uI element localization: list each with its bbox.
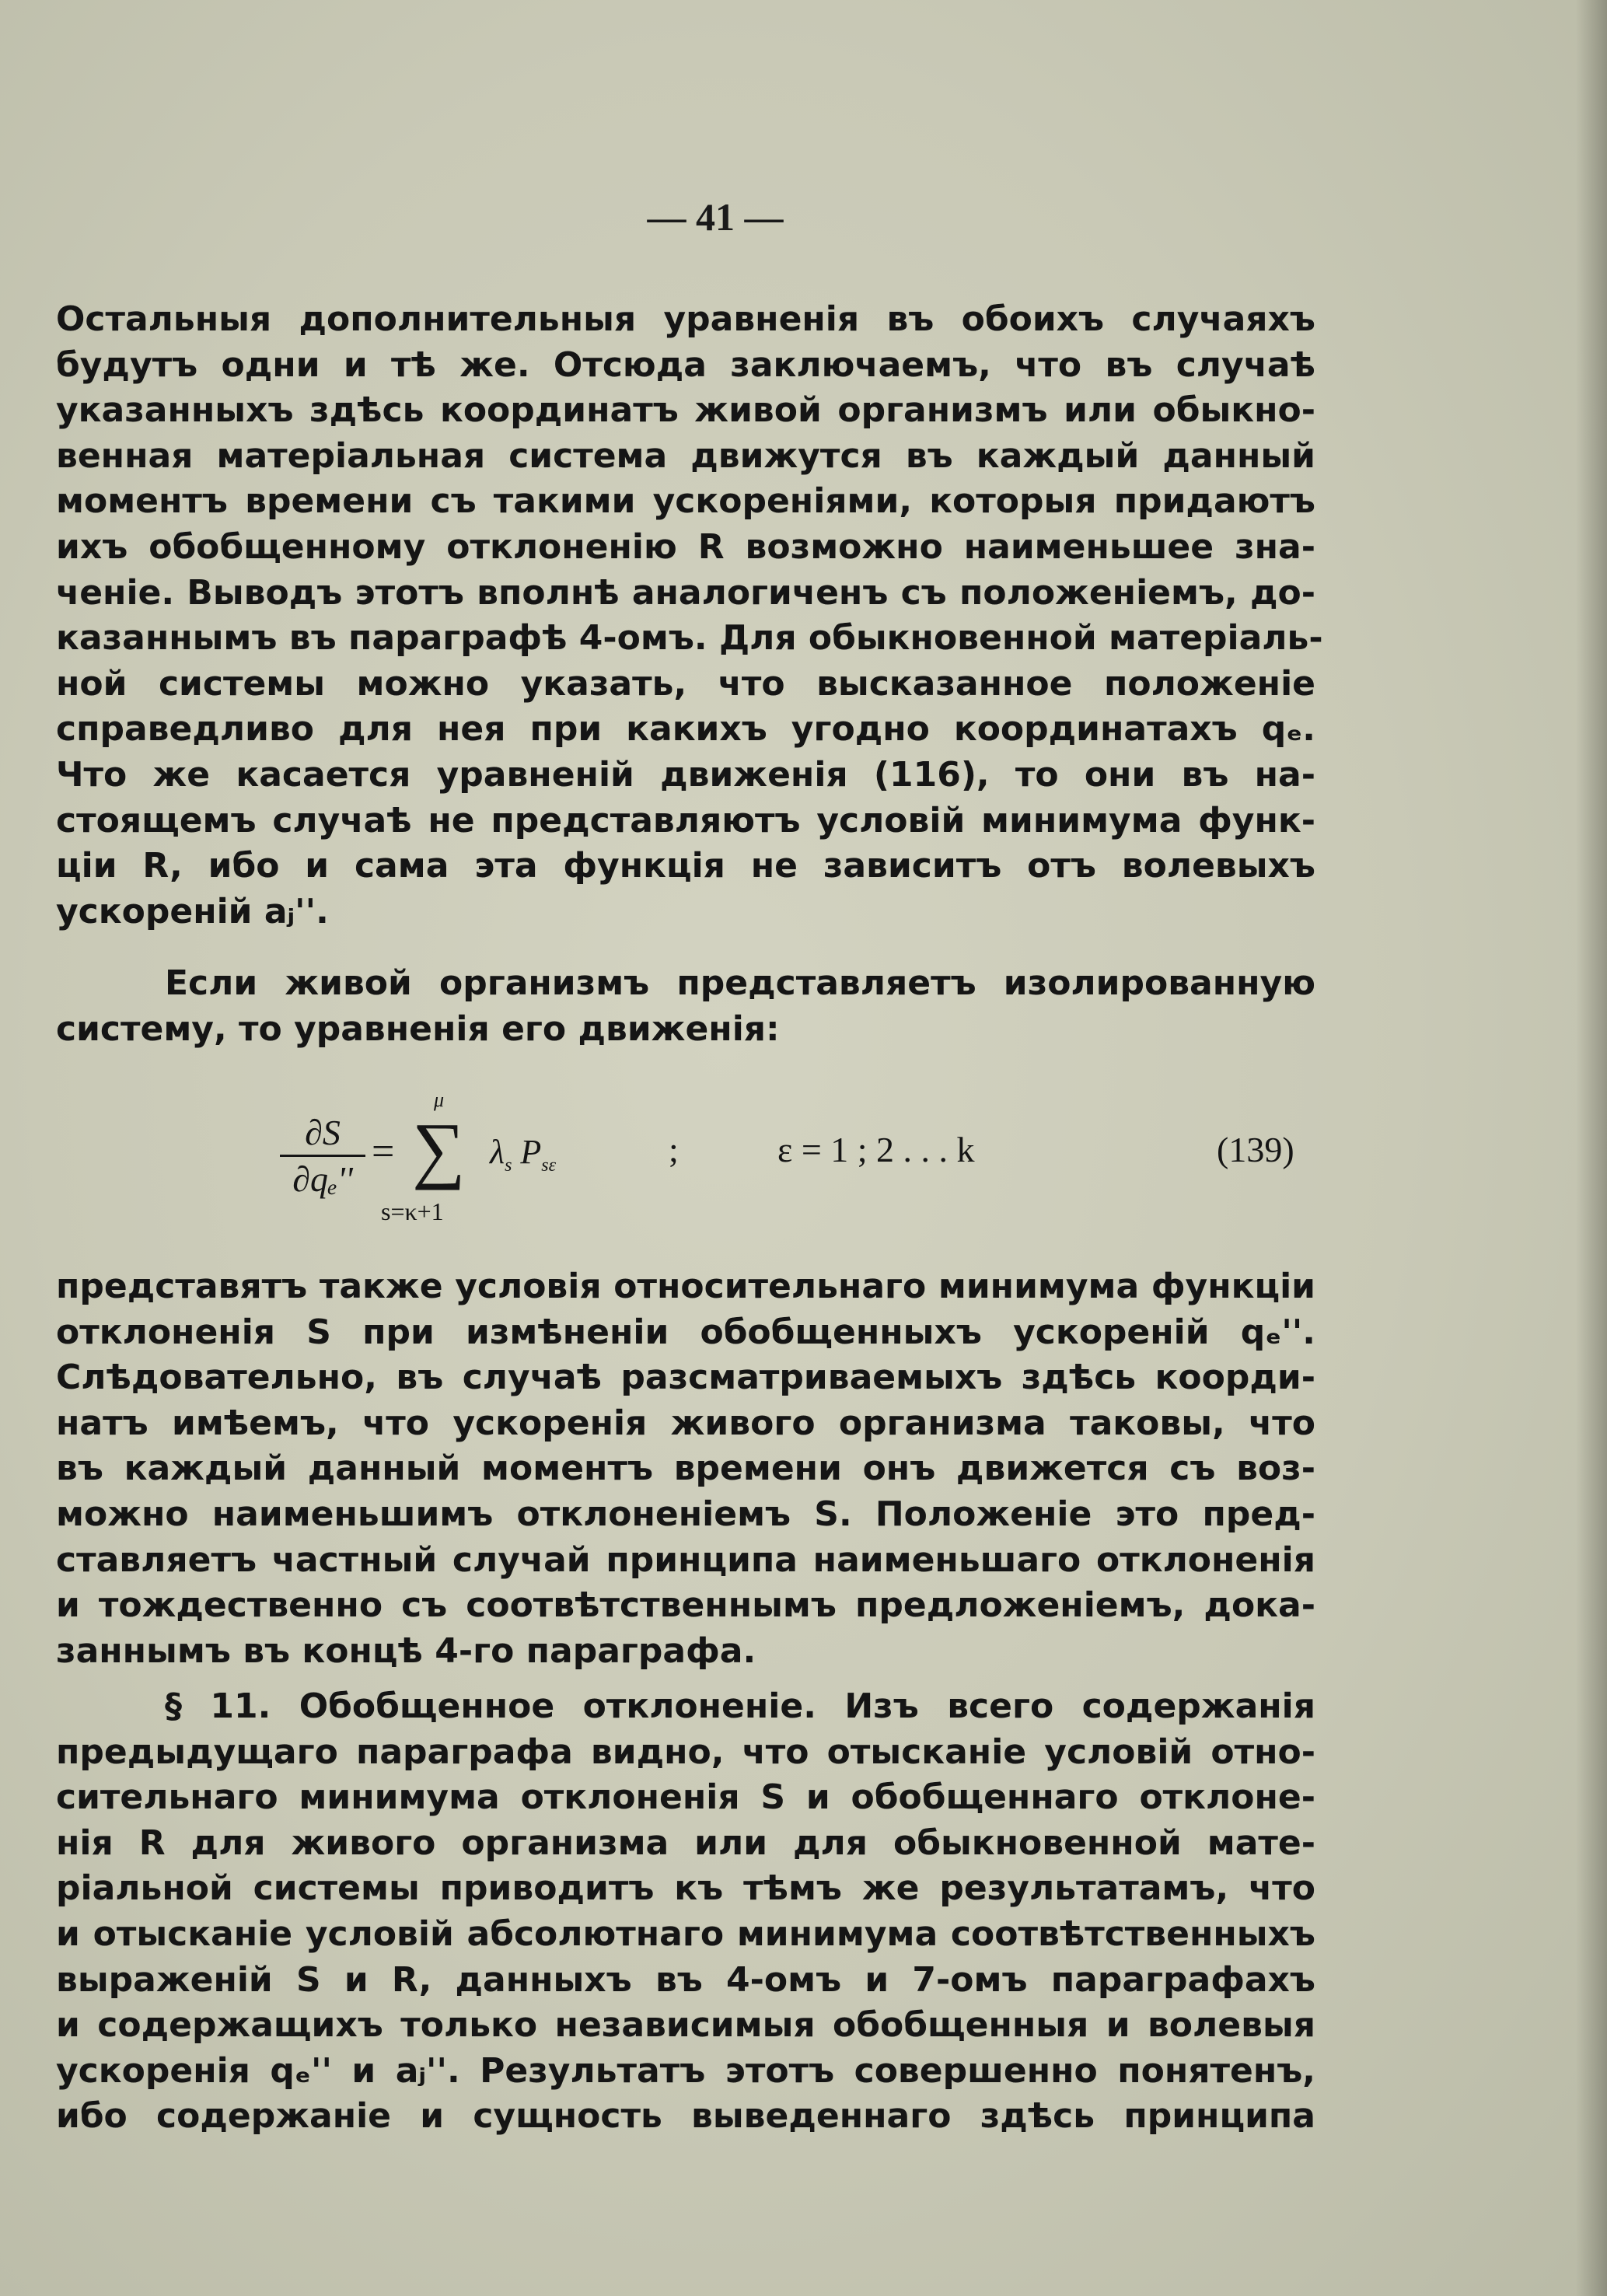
text-line: венная матеріальная система движутся въ каждый данный	[56, 435, 1315, 476]
text-line: ной системы можно указать, что высказанное положеніе	[56, 663, 1315, 704]
page-edge-shadow	[1576, 0, 1607, 2296]
paragraph-1	[56, 297, 1323, 935]
partial-derivative-fraction	[280, 1112, 365, 1200]
p-symbol: P	[520, 1133, 542, 1171]
sum-lower-limit: s=κ+1	[381, 1197, 444, 1225]
text-line: ріальной системы приводитъ къ тѣмъ же результатамъ, что	[56, 1868, 1315, 1909]
text-line: сительнаго минимума отклоненія S и обобщеннаго отклоне-	[56, 1777, 1315, 1818]
text-line: ибо содержаніе и сущность выведеннаго здѣсь принципа	[56, 2096, 1315, 2137]
summation-sign: ∑	[412, 1107, 466, 1190]
text-line: ускореній aⱼ''.	[56, 891, 329, 931]
text-line: ускоренія qₑ'' и aⱼ''. Результатъ этотъ совершенно понятенъ,	[56, 2050, 1315, 2091]
text-line: отклоненія S при измѣненіи обобщенныхъ ускореній qₑ''.	[56, 1312, 1315, 1352]
text-line: и содержащихъ только независимыя обобщенныя и волевыя	[56, 2005, 1315, 2046]
text-line: предыдущаго параграфа видно, что отысканіе условій отно-	[56, 1732, 1315, 1772]
index-range: ε = 1 ; 2 . . . k	[777, 1130, 975, 1169]
text-line: ціи R, ибо и сама эта функція не зависитъ отъ волевыхъ	[56, 846, 1315, 886]
text-line: систему, то уравненія его движенія:	[56, 1008, 780, 1049]
text-line: казаннымъ въ параграфѣ 4-омъ. Для обыкновенной матеріаль-	[56, 618, 1323, 659]
text-line: ченіе. Выводъ этотъ вполнѣ аналогиченъ съ положеніемъ, до-	[56, 572, 1315, 613]
text-line: моментъ времени съ такими ускореніями, которыя придаютъ	[56, 481, 1315, 522]
text-line: ихъ обобщенному отклоненію R возможно наименьшее зна-	[56, 526, 1315, 567]
text-line: выраженій S и R, данныхъ въ 4-омъ и 7-омъ параграфахъ	[56, 1959, 1315, 2000]
section-11-paragraph	[56, 1684, 1315, 2140]
equation-number: (139)	[1217, 1130, 1294, 1169]
equation-separator: ;	[669, 1130, 679, 1169]
text-line: Если живой организмъ представляетъ изолированную	[165, 963, 1315, 1003]
text-line: и тождественно съ соотвѣтственнымъ предложеніемъ, дока-	[56, 1585, 1315, 1626]
text-line: будутъ одни и тѣ же. Отсюда заключаемъ, что въ случаѣ	[56, 344, 1315, 385]
text-line: заннымъ въ концѣ 4-го параграфа.	[56, 1630, 756, 1671]
text-line: и отысканіе условій абсолютнаго минимума соотвѣтственныхъ	[56, 1913, 1315, 1954]
lambda-subscript: s	[505, 1155, 512, 1176]
text-line: справедливо для нея при какихъ угодно координатахъ qₑ.	[56, 709, 1315, 750]
sum-upper-limit: μ	[434, 1089, 445, 1111]
paragraph-2	[56, 961, 1315, 1052]
text-line: въ каждый данный моментъ времени онъ движется съ воз-	[56, 1449, 1315, 1489]
text-line: натъ имѣемъ, что ускоренія живого организма таковы, что	[56, 1403, 1315, 1443]
paragraph-3	[56, 1264, 1315, 1674]
section-heading-line: § 11. Обобщенное отклоненіе. Изъ всего содержанія	[165, 1686, 1315, 1726]
text-line: стоящемъ случаѣ не представляютъ условій минимума функ-	[56, 800, 1315, 840]
fraction-numerator: ∂S	[280, 1112, 365, 1157]
p-subscript: sε	[541, 1155, 557, 1176]
text-line: ставляетъ частный случай принципа наименьшаго отклоненія	[56, 1539, 1315, 1580]
lambda-symbol: λ	[490, 1133, 505, 1171]
text-line: представятъ также условія относительнаго минимума функціи	[56, 1267, 1315, 1306]
text-line: указанныхъ здѣсь координатъ живой организмъ или обыкно-	[56, 390, 1315, 431]
text-line: Остальныя дополнительныя уравненія въ обоихъ случаяхъ	[56, 299, 1315, 339]
text-line: нія R для живого организма или для обыкновенной мате-	[56, 1822, 1315, 1863]
page-number: — 41 —	[647, 195, 784, 239]
text-line: Слѣдовательно, въ случаѣ разсматриваемыхъ здѣсь коорди-	[56, 1358, 1315, 1398]
text-line: Что же касается уравненій движенія (116), то они въ на-	[56, 754, 1315, 795]
text-line: можно наименьшимъ отклоненіемъ S. Положеніе это пред-	[56, 1494, 1315, 1534]
equation-139	[264, 1089, 1322, 1252]
summand	[490, 1132, 556, 1176]
equals-sign: =	[372, 1130, 395, 1174]
fraction-denominator: ∂qₑ''	[292, 1159, 353, 1199]
